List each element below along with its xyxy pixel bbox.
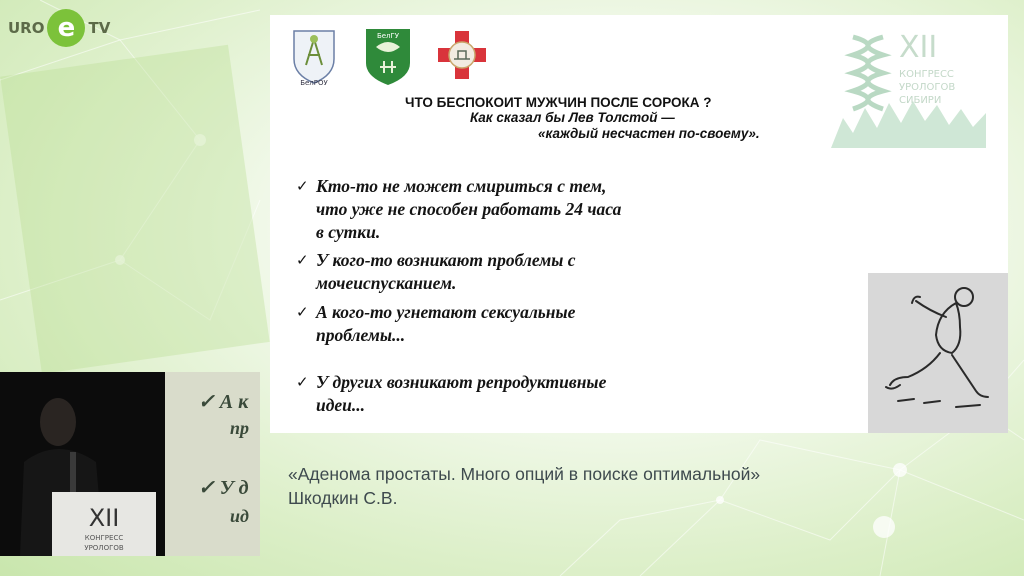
slide-emblems <box>284 25 492 87</box>
bullet-text: У других возникают репродуктивные идеи... <box>316 372 607 415</box>
bullet-item <box>296 371 606 417</box>
congress-line2: УРОЛОГОВ <box>899 82 956 93</box>
screen-fragment-1: ✓ А к <box>198 391 249 413</box>
congress-numeral: XII <box>899 30 938 65</box>
congress-line3: СИБИРИ <box>899 95 942 106</box>
bullet-text: У кого-то возникают проблемы с мочеиспусканием. <box>316 250 576 293</box>
lecture-title: «Аденома простаты. Много опций в поиске оптимальной» <box>288 464 761 484</box>
belgu-label: БелГУ <box>376 32 400 40</box>
congress-logo <box>831 23 986 148</box>
urotv-logo <box>8 8 110 48</box>
video-frame <box>0 372 260 556</box>
speaker-video <box>0 372 260 556</box>
bullet-text: Кто-то не может смириться с тем, что уже не способен работать 24 часа в сутки. <box>316 176 622 242</box>
podium-numeral: XII <box>88 504 120 532</box>
logo-text-tv: TV <box>88 19 111 37</box>
logo-e-mark <box>47 9 85 47</box>
logo-text-uro: URO <box>8 19 45 37</box>
bullet-text: А кого-то угнетают сексуальные проблемы... <box>316 302 576 345</box>
slide-subtitle-line1: Как сказал бы Лев Толстой — <box>470 110 675 125</box>
podium-line1: КОНГРЕСС <box>84 534 124 542</box>
checkmark-icon: ✓ <box>296 177 309 195</box>
screen-fragment-3: ✓ У д <box>198 477 249 499</box>
logo-e-letter: e <box>57 13 76 43</box>
bullet-item <box>296 249 576 295</box>
checkmark-icon: ✓ <box>296 373 309 391</box>
screen-fragment-4: ид <box>230 506 249 526</box>
running-man-sketch <box>868 273 1008 433</box>
belrou-label: БелРОУ <box>300 79 328 87</box>
belrou-emblem-icon <box>284 25 344 87</box>
presentation-slide <box>270 15 1008 433</box>
bullet-item <box>296 301 575 347</box>
slide-subtitle-line2: «каждый несчастен по-своему». <box>538 126 760 141</box>
red-cross-emblem-icon <box>432 25 492 87</box>
belgu-emblem-icon <box>358 25 418 87</box>
slide-title: ЧТО БЕСПОКОИТ МУЖЧИН ПОСЛЕ СОРОКА ? <box>405 95 712 110</box>
congress-line1: КОНГРЕСС <box>899 69 954 80</box>
screen-fragment-2: пр <box>230 418 250 438</box>
bullet-item <box>296 175 621 244</box>
lecture-author: Шкодкин С.В. <box>288 488 398 508</box>
podium-line2: УРОЛОГОВ <box>84 544 124 552</box>
checkmark-icon: ✓ <box>296 303 309 321</box>
checkmark-icon: ✓ <box>296 251 309 269</box>
